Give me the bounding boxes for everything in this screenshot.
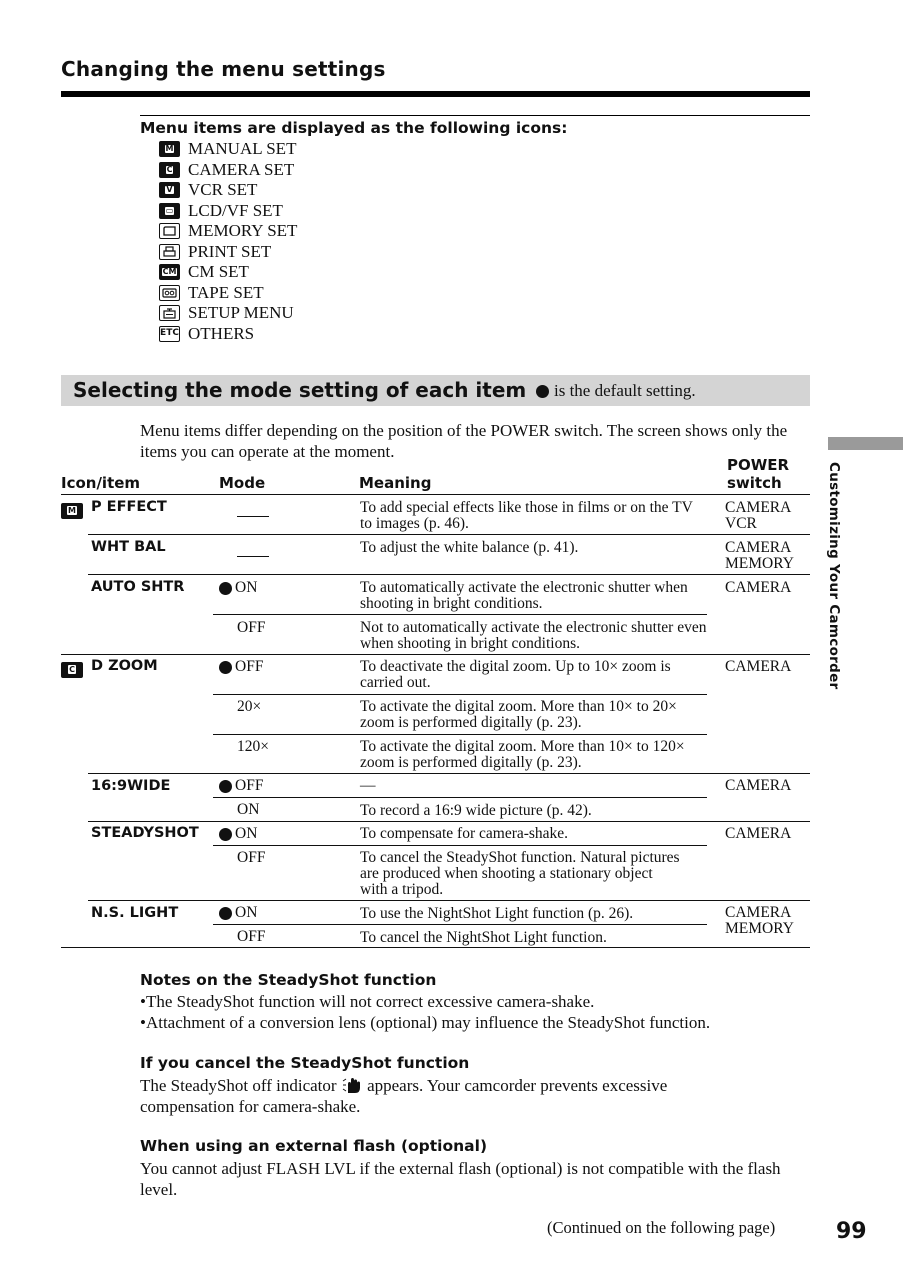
mode-dash (237, 547, 269, 565)
header-mode: Mode (219, 474, 266, 492)
list-item-label: VCR SET (188, 180, 258, 200)
meaning-text: To adjust the white balance (p. 41). (360, 539, 579, 556)
table-rule (88, 534, 810, 535)
meaning-text: To use the NightShot Light function (p. 26). (360, 905, 634, 922)
mode-value: 120× (237, 738, 269, 755)
table-rule (88, 821, 810, 822)
power-text: MEMORY (725, 920, 794, 937)
default-note-text: is the default setting. (554, 381, 696, 400)
side-label (824, 462, 844, 690)
flash-text: You cannot adjust FLASH LVL if the external flash (optional) is not compatible with the flash level. (140, 1159, 781, 1199)
table-rule (213, 734, 707, 735)
lcd-vf-set-icon: ▭ (159, 203, 180, 219)
table-rule (88, 900, 810, 901)
item-name: P EFFECT (91, 499, 167, 515)
meaning-text: To cancel the NightShot Light function. (360, 929, 607, 946)
list-item (159, 180, 297, 201)
item-name: STEADYSHOT (91, 825, 199, 841)
setup-menu-icon (159, 305, 180, 321)
list-item (159, 324, 297, 345)
default-dot-icon (536, 385, 549, 398)
table-rule (213, 924, 707, 925)
flash-heading: When using an external flash (optional) (140, 1137, 488, 1155)
list-item-label: OTHERS (188, 323, 255, 343)
list-item (159, 139, 297, 160)
meaning-text: To deactivate the digital zoom. Up to 10× zoom is carried out. (360, 658, 671, 691)
mode-value: ON (219, 904, 257, 922)
cancel-text: The SteadyShot off indicator appears. Your camcorder prevents excessive (140, 1075, 667, 1099)
page-title: Changing the menu settings (61, 57, 386, 81)
meaning-text: To cancel the SteadyShot function. Natural pictures are produced when shooting a stationary object with a tripod. (360, 849, 680, 898)
note-bullet: •Attachment of a conversion lens (optional) may influence the SteadyShot function. (140, 1013, 711, 1032)
title-rule (61, 91, 810, 97)
table-rule (213, 845, 707, 846)
power-text: CAMERA (725, 499, 792, 516)
icons-heading: Menu items are displayed as the following icons: (140, 119, 568, 137)
list-item (159, 242, 297, 263)
intro-paragraph: Menu items differ depending on the position of the POWER switch. The screen shows only the items you can operate at the moment. (140, 421, 788, 461)
mode-value: ON (219, 579, 257, 597)
power-text: CAMERA (725, 777, 792, 794)
meaning-text: Not to automatically activate the electronic shutter even when shooting in bright conditions. (360, 619, 707, 652)
default-dot-icon (219, 780, 232, 793)
note-bullet: •The SteadyShot function will not correct excessive camera-shake. (140, 992, 595, 1011)
others-icon: ETC (159, 326, 180, 342)
meaning-text: To compensate for camera-shake. (360, 825, 569, 842)
list-item (159, 201, 297, 222)
table-rule (61, 654, 810, 655)
meaning-text: To automatically activate the electronic shutter when shooting in bright conditions. (360, 579, 688, 612)
table-row (61, 659, 83, 678)
item-name: N.S. LIGHT (91, 905, 179, 921)
side-tab (828, 437, 903, 450)
memory-set-icon (159, 223, 180, 239)
table-rule (61, 947, 810, 948)
cm-set-icon: CM (159, 264, 180, 280)
table-rule (213, 694, 707, 695)
camera-set-icon: C (61, 662, 83, 678)
section-title: Selecting the mode setting of each item (73, 378, 527, 402)
list-item (159, 160, 297, 181)
default-note (536, 381, 696, 401)
mode-value: 20× (237, 698, 262, 715)
mode-value: OFF (237, 928, 266, 945)
list-item (159, 303, 297, 324)
manual-set-icon: M (159, 141, 180, 157)
header-icon-item: Icon/item (61, 474, 141, 492)
vcr-set-icon: V (159, 182, 180, 198)
mode-value: OFF (219, 777, 263, 795)
table-rule (88, 773, 810, 774)
page-number: 99 (836, 1219, 867, 1244)
default-dot-icon (219, 907, 232, 920)
notes-heading: Notes on the SteadyShot function (140, 971, 437, 989)
mode-value: OFF (237, 849, 266, 866)
list-item-label: MANUAL SET (188, 139, 297, 159)
cancel-heading: If you cancel the SteadyShot function (140, 1054, 470, 1072)
tape-set-icon (159, 285, 180, 301)
item-name: D ZOOM (91, 658, 158, 674)
meaning-text: To add special effects like those in films or on the TV to images (p. 46). (360, 499, 693, 532)
power-text: CAMERA (725, 579, 792, 596)
power-text: CAMERA (725, 658, 792, 675)
table-rule (213, 614, 707, 615)
list-item (159, 221, 297, 242)
camera-set-icon: C (159, 162, 180, 178)
mode-value: ON (237, 801, 260, 818)
cancel-text: compensation for camera-shake. (140, 1097, 361, 1116)
meaning-text: — (360, 777, 376, 794)
list-item-label: MEMORY SET (188, 221, 298, 241)
power-text: CAMERA (725, 825, 792, 842)
list-item-label: CM SET (188, 262, 249, 282)
meaning-text: To activate the digital zoom. More than 10× to 20× zoom is performed digitally (p. 23). (360, 698, 677, 731)
default-dot-icon (219, 828, 232, 841)
power-text: MEMORY (725, 555, 794, 572)
list-item (159, 262, 297, 283)
meaning-text: To record a 16:9 wide picture (p. 42). (360, 802, 592, 819)
header-power-line2: switch (727, 474, 782, 492)
list-item-label: SETUP MENU (188, 303, 294, 323)
item-name: AUTO SHTR (91, 579, 185, 595)
power-text: CAMERA (725, 539, 792, 556)
side-label-text: Customizing Your Camcorder (826, 462, 842, 690)
mode-value: OFF (219, 658, 263, 676)
list-item-label: PRINT SET (188, 241, 272, 261)
icon-list (159, 139, 297, 344)
power-text: CAMERA (725, 904, 792, 921)
mode-value: OFF (237, 619, 266, 636)
table-rule (213, 797, 707, 798)
table-row (61, 500, 83, 519)
meaning-text: To activate the digital zoom. More than 10× to 120× zoom is performed digitally (p. 23). (360, 738, 685, 771)
table-rule (88, 574, 810, 575)
default-dot-icon (219, 661, 232, 674)
list-item (159, 283, 297, 304)
continued-note: (Continued on the following page) (547, 1218, 776, 1237)
default-dot-icon (219, 582, 232, 595)
item-name: WHT BAL (91, 539, 166, 555)
mode-value: ON (219, 825, 257, 843)
manual-set-icon: M (61, 503, 83, 519)
section-divider (140, 115, 810, 116)
item-name: 16:9WIDE (91, 778, 171, 794)
list-item-label: CAMERA SET (188, 159, 295, 179)
power-text: VCR (725, 515, 757, 532)
table-rule (61, 494, 810, 495)
list-item-label: TAPE SET (188, 282, 264, 302)
print-set-icon (159, 244, 180, 260)
header-meaning: Meaning (359, 474, 432, 492)
list-item-label: LCD/VF SET (188, 200, 283, 220)
header-power-line1: POWER (727, 456, 790, 474)
mode-dash (237, 507, 269, 525)
